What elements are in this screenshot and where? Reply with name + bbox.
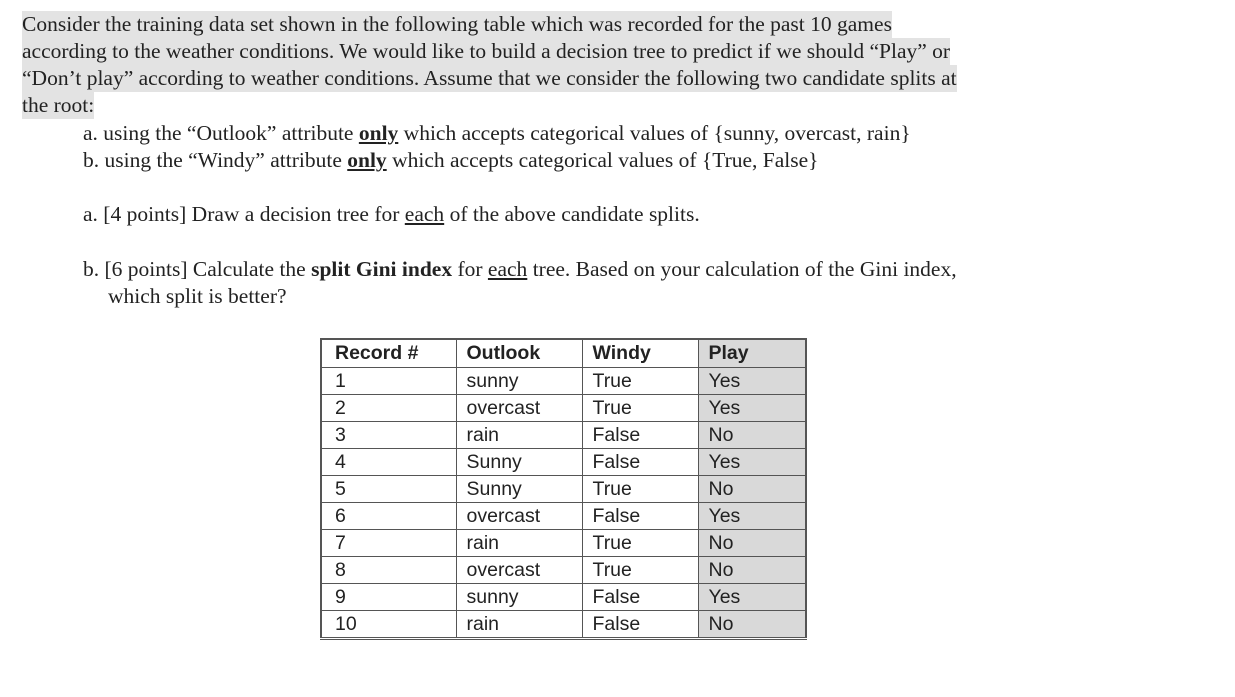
cell-record: 4: [321, 448, 456, 475]
header-windy: Windy: [582, 339, 698, 367]
cell-play: Yes: [698, 583, 806, 610]
cell-play: Yes: [698, 367, 806, 394]
table-row: [321, 583, 806, 610]
cell-record: 9: [321, 583, 456, 610]
question-b: b. [6 points] Calculate the split Gini index for each tree. Based on your calculation of the Gini index, which split is better?: [83, 257, 957, 308]
table-row: [321, 502, 806, 529]
question-a: a. [4 points] Draw a decision tree for each of the above candidate splits.: [83, 202, 700, 226]
cell-record: 10: [321, 610, 456, 638]
cell-windy: True: [582, 367, 698, 394]
cell-record: 5: [321, 475, 456, 502]
cell-record: 2: [321, 394, 456, 421]
option-a: a. using the “Outlook” attribute only which accepts categorical values of {sunny, overcast, rain}: [83, 121, 911, 145]
intro-line-3: “Don’t play” according to weather conditions. Assume that we consider the following two candidate splits at: [22, 66, 957, 90]
cell-record: 8: [321, 556, 456, 583]
cell-outlook: overcast: [456, 394, 582, 421]
cell-record: 6: [321, 502, 456, 529]
cell-record: 7: [321, 529, 456, 556]
header-outlook: Outlook: [456, 339, 582, 367]
cell-windy: True: [582, 394, 698, 421]
cell-play: Yes: [698, 502, 806, 529]
cell-windy: True: [582, 475, 698, 502]
cell-windy: False: [582, 610, 698, 638]
table-row: [321, 610, 806, 638]
cell-record: 1: [321, 367, 456, 394]
cell-outlook: Sunny: [456, 475, 582, 502]
cell-windy: True: [582, 529, 698, 556]
cell-play: No: [698, 556, 806, 583]
cell-outlook: Sunny: [456, 448, 582, 475]
cell-play: Yes: [698, 448, 806, 475]
table-row: [321, 475, 806, 502]
header-record: Record #: [321, 339, 456, 367]
intro-line-2: according to the weather conditions. We would like to build a decision tree to predict if we should “Play” or: [22, 39, 951, 63]
intro-line-1: Consider the training data set shown in the following table which was recorded for the past 10 games: [22, 12, 892, 36]
cell-outlook: overcast: [456, 556, 582, 583]
training-data-table: [320, 338, 807, 640]
table-row: [321, 448, 806, 475]
cell-windy: False: [582, 583, 698, 610]
cell-outlook: sunny: [456, 367, 582, 394]
cell-record: 3: [321, 421, 456, 448]
cell-outlook: sunny: [456, 583, 582, 610]
cell-play: No: [698, 421, 806, 448]
table-row: [321, 367, 806, 394]
cell-outlook: overcast: [456, 502, 582, 529]
cell-play: Yes: [698, 394, 806, 421]
cell-outlook: rain: [456, 529, 582, 556]
cell-outlook: rain: [456, 421, 582, 448]
table-row: [321, 394, 806, 421]
intro-line-4: the root:: [22, 93, 95, 117]
table-row: [321, 529, 806, 556]
cell-windy: False: [582, 421, 698, 448]
cell-play: No: [698, 475, 806, 502]
table-header-row: [321, 339, 806, 367]
cell-play: No: [698, 610, 806, 638]
cell-outlook: rain: [456, 610, 582, 638]
table-row: [321, 421, 806, 448]
option-b: b. using the “Windy” attribute only which accepts categorical values of {True, False}: [83, 148, 819, 172]
problem-intro: [22, 11, 1107, 119]
cell-windy: True: [582, 556, 698, 583]
cell-windy: False: [582, 448, 698, 475]
cell-play: No: [698, 529, 806, 556]
header-play: Play: [698, 339, 806, 367]
table-row: [321, 556, 806, 583]
cell-windy: False: [582, 502, 698, 529]
